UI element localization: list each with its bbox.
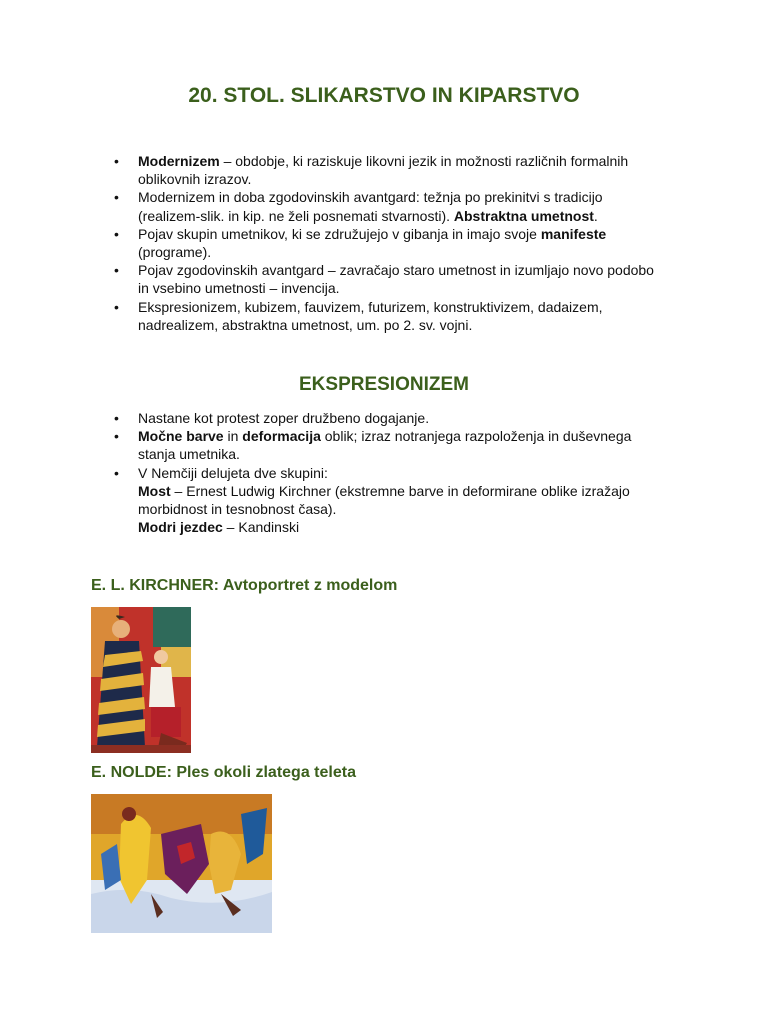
list-item (0, 225, 658, 261)
item-text: – Ernest Ludwig Kirchner (ekstremne barve in deformirane oblike izražajo morbidnost in tesnobnost časa). (138, 482, 630, 518)
term-bold: Abstraktna umetnost (453, 207, 594, 224)
page-title: 20. STOL. SLIKARSTVO IN KIPARSTVO (188, 84, 580, 107)
expressionism-bullet-list (0, 409, 658, 536)
bullet-marker: • (114, 262, 119, 279)
term-bold: Modri jezdec (138, 519, 223, 536)
bullet-marker: • (114, 153, 119, 169)
item-text: Modernizem in doba zgodovinskih avantgard: težnja po prekinitvi s tradicijo (realizem-slik. in kip. ne želi posnemati stvarnosti). (138, 189, 603, 224)
list-item (0, 427, 658, 463)
kirchner-heading: E. L. KIRCHNER: Avtoportret z modelom (91, 577, 398, 594)
item-text-tail: . (593, 207, 598, 224)
kirchner-painting-graphic (91, 607, 191, 753)
bullet-marker: • (114, 225, 119, 242)
item-text: Pojav skupin umetnikov, ki se združujejo v gibanja in imajo svoje (138, 225, 541, 242)
bullet-marker: • (114, 410, 119, 426)
item-text: Pojav zgodovinskih avantgard – zavračajo staro umetnost in izumljajo novo podobo in vsebino umetnosti – invencija. (138, 262, 654, 297)
item-text: in (223, 428, 243, 445)
intro-bullet-list (0, 152, 658, 334)
list-item (0, 464, 658, 537)
bullet-marker: • (114, 428, 119, 445)
term-bold: manifeste (540, 225, 607, 242)
term-bold: deformacija (242, 428, 321, 445)
section-title-ekspresionizem: EKSPRESIONIZEM (299, 374, 469, 395)
term-bold: Modernizem (138, 153, 220, 169)
nolde-heading: E. NOLDE: Ples okoli zlatega teleta (91, 764, 356, 781)
bullet-marker: • (114, 189, 119, 206)
term-bold: Močne barve (138, 428, 224, 445)
nolde-painting-image (91, 794, 272, 933)
item-text: – Kandinski (222, 519, 300, 536)
list-item (0, 298, 658, 334)
item-text-tail: (programe). (138, 244, 212, 261)
list-item (0, 152, 658, 188)
item-text: Nastane kot protest zoper družbeno dogajanje. (138, 410, 430, 426)
bullet-marker: • (114, 464, 119, 481)
item-text: oblik; izraz notranjega razpoloženja in duševnega stanja umetnika. (138, 428, 632, 463)
kirchner-painting-image (91, 607, 191, 753)
item-text: Ekspresionizem, kubizem, fauvizem, futurizem, konstruktivizem, dadaizem, nadrealizem, abstraktna umetnost, um. po 2. sv. vojni. (138, 298, 603, 333)
item-text: V Nemčiji delujeta dve skupini: (138, 464, 328, 481)
term-bold: Most (138, 482, 171, 499)
nolde-painting-graphic (91, 794, 272, 933)
bullet-marker: • (114, 298, 119, 315)
list-item (0, 261, 658, 297)
item-text: – obdobje, ki raziskuje likovni jezik in možnosti različnih formalnih oblikovnih izrazov. (138, 153, 629, 188)
list-item (0, 409, 658, 427)
list-item (0, 188, 658, 224)
